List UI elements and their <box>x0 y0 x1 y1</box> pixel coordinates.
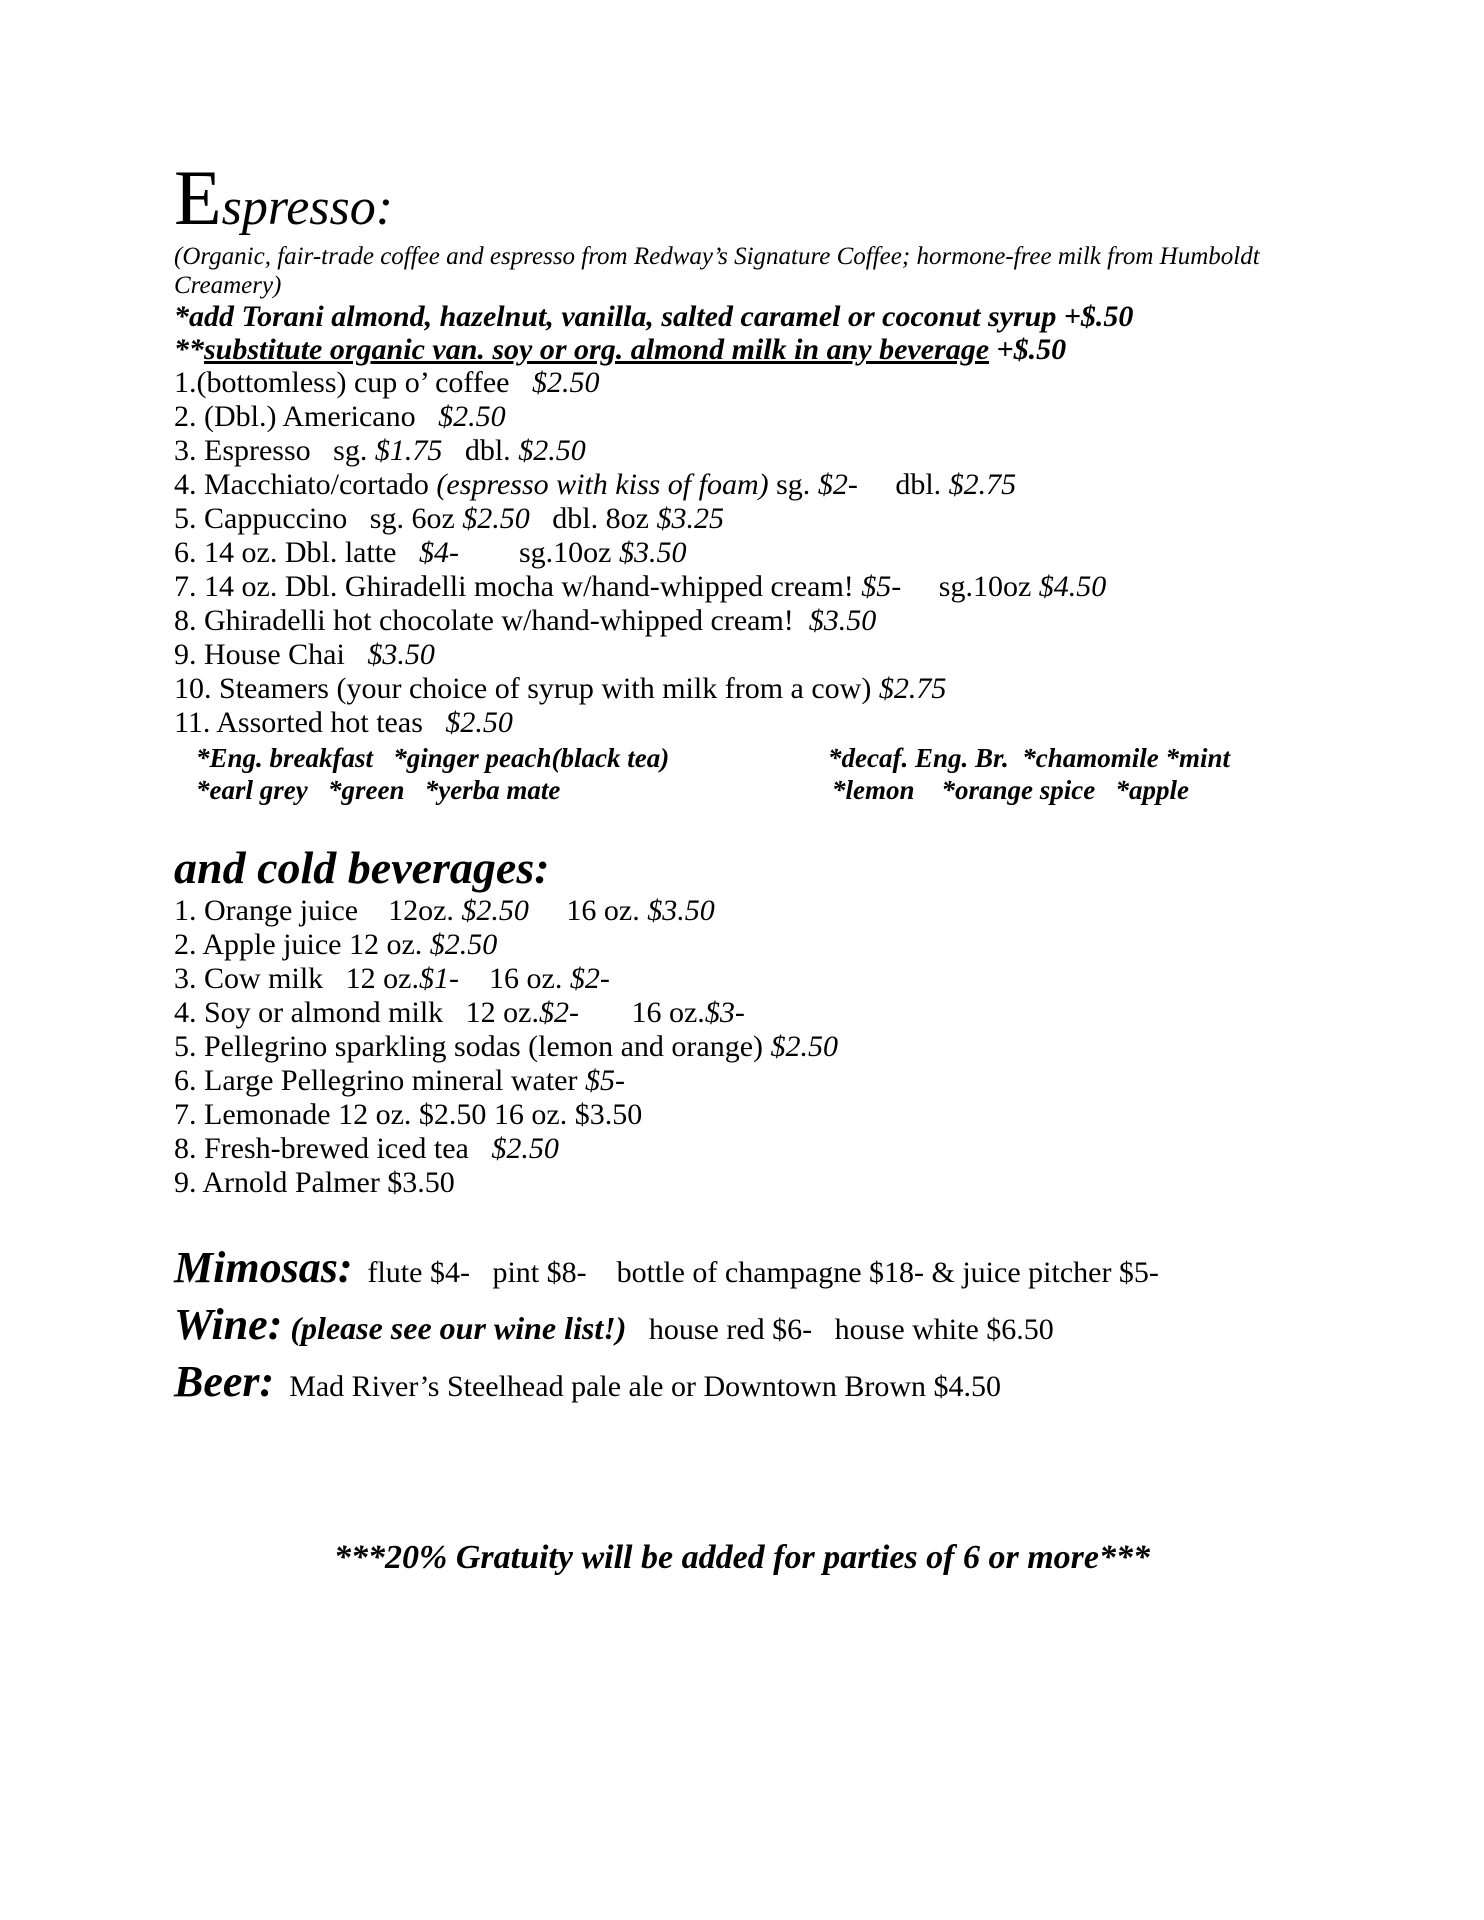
espresso-items <box>174 366 1324 740</box>
cold-beverages-heading: and cold beverages: <box>174 842 550 893</box>
list-item: 10. Steamers (your choice of syrup with milk from a cow) $2.75 <box>174 672 947 705</box>
list-item: 7. Lemonade 12 oz. $2.50 16 oz. $3.50 <box>174 1098 643 1131</box>
tea-options <box>174 742 1324 806</box>
cold-items <box>174 894 1324 1200</box>
list-item: 3. Cow milk 12 oz.$1- 16 oz. $2- <box>174 962 610 995</box>
mimosas-line: Mimosas: flute $4- pint $8- bottle of champagne $18- & juice pitcher $5- <box>174 1243 1159 1292</box>
tea-row-2-right: *lemon *orange spice *apple <box>832 775 1189 805</box>
list-item: 3. Espresso sg. $1.75 dbl. $2.50 <box>174 434 586 467</box>
list-item: 4. Soy or almond milk 12 oz.$2- 16 oz.$3- <box>174 996 745 1029</box>
list-item: 6. Large Pellegrino mineral water $5- <box>174 1064 625 1097</box>
beer-line: Beer: Mad River’s Steelhead pale ale or Downtown Brown $4.50 <box>174 1357 1001 1406</box>
list-item: 5. Cappuccino sg. 6oz $2.50 dbl. 8oz $3.25 <box>174 502 724 535</box>
list-item: 6. 14 oz. Dbl. latte $4- sg.10oz $3.50 <box>174 536 687 569</box>
tea-row-2-left: *earl grey *green *yerba mate <box>196 775 561 805</box>
list-item: 1. Orange juice 12oz. $2.50 16 oz. $3.50 <box>174 894 715 927</box>
espresso-heading: Espresso: <box>174 154 394 241</box>
list-item: 1.(bottomless) cup o’ coffee $2.50 <box>174 366 600 399</box>
syrup-note: *add Torani almond, hazelnut, vanilla, salted caramel or coconut syrup +$.50 <box>174 300 1134 333</box>
list-item: 11. Assorted hot teas $2.50 <box>174 706 513 739</box>
list-item: 9. House Chai $3.50 <box>174 638 435 671</box>
wine-label: Wine: <box>174 1300 283 1349</box>
tea-row-1-left: *Eng. breakfast *ginger peach(black tea) <box>196 743 670 773</box>
espresso-intro: (Organic, fair-trade coffee and espresso from Redway’s Signature Coffee; hormone-free milk from Humboldt Creamery) <box>174 243 1260 299</box>
tea-row-1-right: *decaf. Eng. Br. *chamomile *mint <box>828 743 1231 773</box>
bar-section <box>174 1242 1324 1413</box>
list-item: 2. (Dbl.) Americano $2.50 <box>174 400 506 433</box>
milk-substitute-note: **substitute organic van. soy or org. almond milk in any beverage +$.50 <box>174 333 1067 366</box>
list-item: 7. 14 oz. Dbl. Ghiradelli mocha w/hand-whipped cream! $5- sg.10oz $4.50 <box>174 570 1107 603</box>
menu-page <box>174 154 1324 1413</box>
beer-label: Beer: <box>174 1357 275 1406</box>
list-item: 8. Fresh-brewed iced tea $2.50 <box>174 1132 559 1165</box>
list-item: 5. Pellegrino sparkling sodas (lemon and orange) $2.50 <box>174 1030 839 1063</box>
gratuity-note: ***20% Gratuity will be added for parties of 6 or more*** <box>334 1539 1150 1576</box>
list-item: 8. Ghiradelli hot chocolate w/hand-whipped cream! $3.50 <box>174 604 877 637</box>
wine-line: Wine: (please see our wine list!) house red $6- house white $6.50 <box>174 1300 1054 1349</box>
list-item: 9. Arnold Palmer $3.50 <box>174 1166 455 1199</box>
mimosas-label: Mimosas: <box>174 1243 353 1292</box>
list-item: 4. Macchiato/cortado (espresso with kiss of foam) sg. $2- dbl. $2.75 <box>174 468 1017 501</box>
list-item: 2. Apple juice 12 oz. $2.50 <box>174 928 498 961</box>
